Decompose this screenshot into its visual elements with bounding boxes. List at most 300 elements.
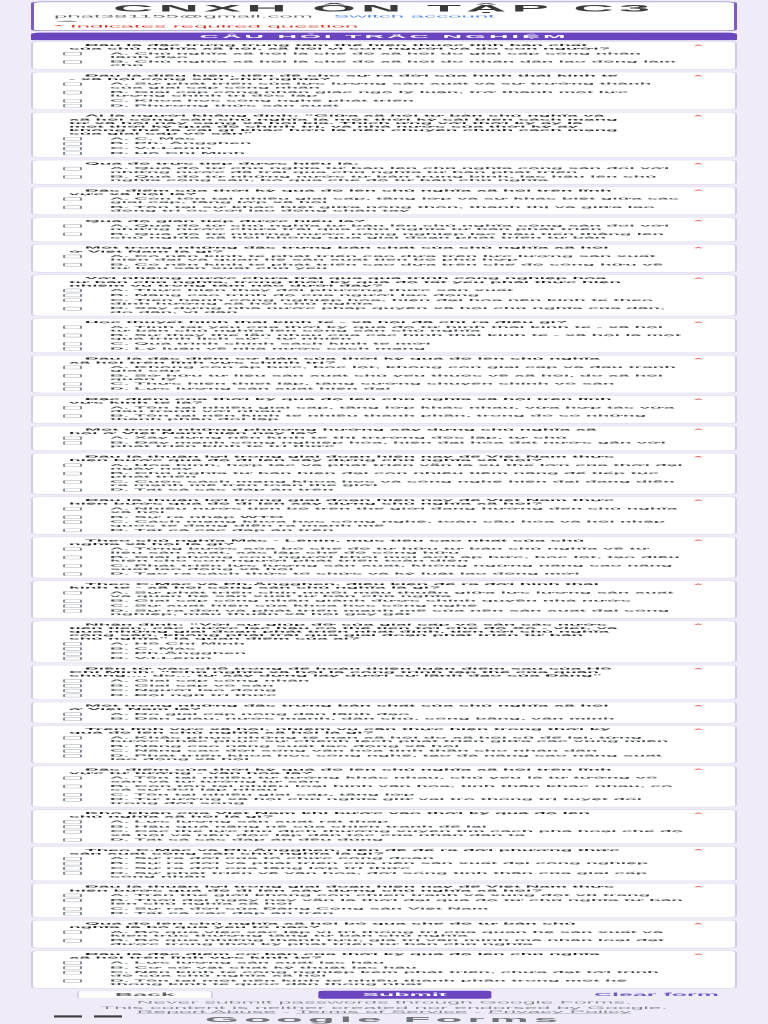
question-card xyxy=(31,537,737,578)
answer-option[interactable] xyxy=(63,471,707,478)
report-abuse-link[interactable]: Report Abuse xyxy=(136,1009,277,1014)
option-checkbox-icon[interactable] xyxy=(63,776,82,779)
question-card xyxy=(31,702,737,723)
option-checkbox-icon[interactable] xyxy=(63,609,82,612)
required-asterisk: * xyxy=(693,498,703,503)
option-label: D. Tất cả các đáp án trên xyxy=(110,911,334,915)
answer-option[interactable] xyxy=(63,642,707,646)
option-checkbox-icon[interactable] xyxy=(63,894,82,897)
answer-option[interactable] xyxy=(63,142,707,146)
required-asterisk: * xyxy=(693,397,703,402)
option-label: D. Tất cả các đáp án trên xyxy=(110,528,334,532)
answer-option[interactable] xyxy=(63,609,707,616)
option-checkbox-icon[interactable] xyxy=(63,572,82,575)
option-checkbox-icon[interactable] xyxy=(63,862,82,865)
answer-option[interactable] xyxy=(63,205,707,212)
option-checkbox-icon[interactable] xyxy=(63,307,82,310)
link-separator: - xyxy=(282,1009,291,1014)
answer-option[interactable] xyxy=(63,754,707,761)
required-asterisk: * xyxy=(693,427,703,433)
option-checkbox-icon[interactable] xyxy=(63,642,82,645)
option-checkbox-icon[interactable] xyxy=(63,971,82,974)
answer-option[interactable] xyxy=(63,599,707,603)
answer-option[interactable] xyxy=(63,793,707,797)
option-checkbox-icon[interactable] xyxy=(63,529,82,532)
option-checkbox-icon[interactable] xyxy=(63,717,82,720)
artifact-dash xyxy=(94,1015,122,1017)
option-checkbox-icon[interactable] xyxy=(63,488,82,491)
answer-option[interactable] xyxy=(63,151,707,155)
answer-option[interactable] xyxy=(63,82,707,89)
option-checkbox-icon[interactable] xyxy=(63,604,82,607)
option-checkbox-icon[interactable] xyxy=(63,820,82,823)
clear-form-link[interactable]: Clear form xyxy=(593,992,719,997)
option-checkbox-icon[interactable] xyxy=(63,939,82,942)
option-checkbox-icon[interactable] xyxy=(63,382,82,385)
option-checkbox-icon[interactable] xyxy=(63,347,82,350)
form-header-card xyxy=(31,2,737,31)
option-checkbox-icon[interactable] xyxy=(63,142,82,145)
options-group xyxy=(57,591,707,616)
option-label: B. Sự thay thế lẫn nhau của các hình thái kinh tế - xã hội là một quá trình lịch sử - tự nhiên xyxy=(110,333,682,341)
option-checkbox-icon[interactable] xyxy=(63,436,82,439)
answer-option[interactable] xyxy=(63,857,707,861)
answer-option[interactable] xyxy=(63,167,707,174)
question-text: Quá độ gián tiếp được hiểu là? xyxy=(85,219,366,223)
answer-option[interactable] xyxy=(63,480,707,487)
draft-saved-cloud-icon: ☁ xyxy=(54,18,78,23)
option-label: B. Thời đại ngày nay vẫn là thời đại quá độ từ chủ nghĩa tư bản lên chủ nghĩa xã hội xyxy=(110,898,683,906)
question-card xyxy=(31,920,737,948)
answer-option[interactable] xyxy=(63,930,707,937)
answer-option[interactable] xyxy=(63,717,707,721)
option-checkbox-icon[interactable] xyxy=(63,979,82,982)
option-checkbox-icon[interactable] xyxy=(63,966,82,969)
option-label: B. Cơ sở vật chất kỹ thuật lạc hậu xyxy=(110,965,417,970)
option-label: A. Tính tất yếu của thời kỳ quá độ từ hình thái kinh tế - xã hội tư bản chủ nghĩa lên cộng sản chủ nghĩa xyxy=(110,325,663,333)
option-label: D. V.I.Lênin xyxy=(110,656,212,660)
answer-option[interactable] xyxy=(63,520,707,527)
option-label: C. Khoa học công nghệ phát triển xyxy=(110,98,414,103)
answer-option[interactable] xyxy=(63,298,707,305)
answer-option[interactable] xyxy=(63,507,707,514)
answer-option[interactable] xyxy=(63,325,707,332)
option-checkbox-icon[interactable] xyxy=(63,325,82,328)
option-label: D. Xây dựng nhà nước pháp quyền xã hội chủ nghĩa của dân, do dân, vì dân xyxy=(110,306,666,314)
answer-option[interactable] xyxy=(63,175,707,182)
switch-account-link[interactable]: Switch account xyxy=(333,14,495,19)
answer-option[interactable] xyxy=(63,572,707,576)
answer-option[interactable] xyxy=(63,898,707,905)
option-checkbox-icon[interactable] xyxy=(63,147,82,150)
option-label: C. Người lao động xyxy=(110,688,277,693)
question-card xyxy=(31,395,737,423)
option-label: B. Quá độ từ những nước nông nghiệp lạc hậu tiến thẳng lên chủ nghĩa xã hội không qua giai đoạn phát triển tư bản xyxy=(110,232,665,240)
option-checkbox-icon[interactable] xyxy=(63,907,82,910)
answer-option[interactable] xyxy=(63,838,707,842)
answer-option[interactable] xyxy=(63,515,707,519)
option-checkbox-icon[interactable] xyxy=(63,652,82,655)
question-card xyxy=(31,453,737,494)
option-checkbox-icon[interactable] xyxy=(63,798,82,801)
answer-option[interactable] xyxy=(63,825,707,829)
required-asterisk: * xyxy=(693,767,703,773)
option-label: A. Tồn tại nhiều tư tưởng khác nhau, chủ yếu là tư tưởng vô sản và tư tưởng tư sản xyxy=(110,776,658,784)
answer-option[interactable] xyxy=(63,820,707,824)
answer-option[interactable] xyxy=(63,604,707,608)
option-label: D. Tư tưởng xã hội chủ nghĩa giữ vai trò thống trị tuyệt đối trong đời sống xyxy=(110,797,642,805)
option-label: C. Cuộc cách mạng khoa học và công nghệ hiện đại đang diễn ra mạnh mẽ trên toàn thế giới xyxy=(110,479,675,487)
answer-option[interactable] xyxy=(63,736,707,743)
question-text: Đặc điểm của thời kỳ quá độ lên chủ nghĩa xã hội trên lĩnh vực xã hội là? xyxy=(69,188,612,196)
answer-option[interactable] xyxy=(63,60,707,67)
option-checkbox-icon[interactable] xyxy=(63,224,82,227)
account-email: phat381155@gmail.com xyxy=(54,14,313,19)
answer-option[interactable] xyxy=(63,712,707,716)
answer-option[interactable] xyxy=(63,784,707,791)
option-label: C. Cách mạng khoa học công nghệ, toàn cầu hóa và hội nhập quốc tế đang diễn ra mạnh mẽ xyxy=(110,520,666,528)
answer-option[interactable] xyxy=(63,966,707,970)
answer-option[interactable] xyxy=(63,564,707,571)
option-label: D. Tất cả các đáp án đều đúng xyxy=(110,837,384,842)
required-asterisk: * xyxy=(693,727,703,732)
answer-option[interactable] xyxy=(63,684,707,688)
question-card xyxy=(31,497,737,535)
option-checkbox-icon[interactable] xyxy=(63,830,82,833)
answer-option[interactable] xyxy=(63,528,707,532)
option-label: A. Lực lượng sản xuất lạc hậu xyxy=(110,960,385,965)
required-asterisk: * xyxy=(693,921,703,927)
option-checkbox-icon[interactable] xyxy=(63,912,82,915)
options-group xyxy=(57,857,707,879)
question-text: Nhận định: “Với sự giúp đỡ của giai cấp vô sản các nước tiên tiến, các nước lạc hậu có thể tiến tới chế độ Xô - viết, và qua những giai đoạn phát triển nhất định, tiến tới chủ nghĩa cộng sản, không phải trải qua giai đoạn phát triển tư bản chủ nghĩa” là quan điểm của ai? xyxy=(69,622,618,641)
option-label: B. Giai cấp công nhân giác ngộ lý luận, trở thành một lực lượng chính trị độc lập xyxy=(110,90,629,98)
option-label: C. Nền kinh tế công nghiệp kém phát triển, chưa đạt tới trình độ của chủ nghĩa xã hội xyxy=(110,970,659,978)
option-checkbox-icon[interactable] xyxy=(63,931,82,934)
option-checkbox-icon[interactable] xyxy=(63,289,82,292)
answer-option[interactable] xyxy=(63,961,707,965)
option-checkbox-icon[interactable] xyxy=(63,744,82,747)
option-label: C. Sự ra đời của Đảng Cộng sản Việt Nam xyxy=(110,906,489,911)
answer-option[interactable] xyxy=(63,971,707,978)
submit-button[interactable]: Submit xyxy=(318,991,491,999)
question-card xyxy=(31,355,737,393)
artifact-dash xyxy=(54,1015,82,1017)
section-header: CÂU HỎI TRẮC NGHIỆM xyxy=(31,33,737,40)
required-asterisk: * xyxy=(693,188,703,194)
answer-option[interactable] xyxy=(63,232,707,239)
answer-option[interactable] xyxy=(63,912,707,916)
option-checkbox-icon[interactable] xyxy=(63,387,82,390)
option-checkbox-icon[interactable] xyxy=(63,480,82,483)
answer-option[interactable] xyxy=(63,830,707,837)
option-label: B. Nâng cao năng suất lao động xã hội xyxy=(110,744,460,748)
answer-option[interactable] xyxy=(63,288,707,292)
option-checkbox-icon[interactable] xyxy=(63,137,82,140)
option-label: B. Quá độ từ những nước tư bản trung bình, lạc hậu lên chủ nghĩa cộng sản, bỏ qua chế độ tư bản chủ nghĩa xyxy=(110,174,657,182)
option-label: A. Giai cấp công nhân xyxy=(110,678,310,683)
option-checkbox-icon[interactable] xyxy=(63,520,82,523)
answer-option[interactable] xyxy=(63,307,707,314)
answer-option[interactable] xyxy=(63,441,707,448)
option-checkbox-icon[interactable] xyxy=(63,825,82,828)
question-card xyxy=(31,621,737,663)
question-card xyxy=(31,217,737,242)
option-label: B. Hậu quả nặng nề của chiến tranh để lại xyxy=(110,824,487,829)
option-checkbox-icon[interactable] xyxy=(63,342,82,345)
answer-option[interactable] xyxy=(63,293,707,297)
option-checkbox-icon[interactable] xyxy=(63,472,82,475)
question-card xyxy=(31,766,737,807)
option-label: B. Giai cấp vô sản xyxy=(110,683,274,688)
option-label: B. Chủ nghĩa tư bản hiện đại còn nhiều tiềm năng để tiếp tục phát triển xyxy=(110,471,659,479)
question-text: Khó khăn của Việt Nam khi bước vào thời kỳ quá độ lên chủ nghĩa xã hội là gì? xyxy=(69,811,590,819)
answer-option[interactable] xyxy=(63,365,707,372)
answer-option[interactable] xyxy=(63,463,707,470)
question-card xyxy=(31,275,737,317)
answer-option[interactable] xyxy=(63,547,707,554)
answer-option[interactable] xyxy=(63,197,707,204)
option-checkbox-icon[interactable] xyxy=(63,749,82,752)
answer-option[interactable] xyxy=(63,647,707,651)
option-checkbox-icon[interactable] xyxy=(63,52,82,55)
option-checkbox-icon[interactable] xyxy=(63,82,82,85)
option-checkbox-icon[interactable] xyxy=(63,564,82,567)
answer-option[interactable] xyxy=(63,555,707,562)
answer-option[interactable] xyxy=(63,907,707,911)
options-group xyxy=(57,288,707,313)
option-checkbox-icon[interactable] xyxy=(63,507,82,510)
answer-option[interactable] xyxy=(63,137,707,141)
back-button[interactable]: Back xyxy=(77,991,213,999)
answer-option[interactable] xyxy=(63,224,707,231)
answer-option[interactable] xyxy=(63,679,707,683)
option-label: D. Hồ Chí Minh xyxy=(110,151,246,155)
answer-option[interactable] xyxy=(63,979,707,986)
answer-option[interactable] xyxy=(63,414,707,421)
option-checkbox-icon[interactable] xyxy=(63,556,82,559)
option-checkbox-icon[interactable] xyxy=(63,961,82,964)
answer-option[interactable] xyxy=(63,893,707,897)
option-checkbox-icon[interactable] xyxy=(63,406,82,409)
option-checkbox-icon[interactable] xyxy=(63,441,82,444)
option-checkbox-icon[interactable] xyxy=(63,366,82,369)
answer-option[interactable] xyxy=(63,254,707,261)
form-actions xyxy=(31,991,737,999)
answer-option[interactable] xyxy=(63,776,707,783)
option-checkbox-icon[interactable] xyxy=(63,60,82,63)
required-asterisk: * xyxy=(693,73,703,79)
option-label: B. Sở hữu tư liệu sản xuất chủ yếu thuộc về xã hội, do xã hội quản lý xyxy=(110,373,664,381)
google-disclaimer xyxy=(94,1005,674,1013)
option-checkbox-icon[interactable] xyxy=(63,867,82,870)
option-checkbox-icon[interactable] xyxy=(63,167,82,170)
option-checkbox-icon[interactable] xyxy=(63,547,82,550)
option-checkbox-icon[interactable] xyxy=(63,104,82,107)
answer-option[interactable] xyxy=(63,90,707,97)
answer-option[interactable] xyxy=(63,798,707,805)
options-group xyxy=(57,406,707,421)
required-asterisk: * xyxy=(693,219,703,224)
option-label: D. Sự ra đời và phát triển mạnh mẽ của nền sản xuất đại công nghiệp, mâu thuẫn xã hội gay gắt xyxy=(110,608,670,616)
option-checkbox-icon[interactable] xyxy=(63,206,82,209)
option-checkbox-icon[interactable] xyxy=(63,255,82,258)
option-label: A. Hòa bình, hợp tác và phát triển vẫn là xu thế lớn của thời đại ngày nay xyxy=(110,463,683,471)
option-checkbox-icon[interactable] xyxy=(63,414,82,417)
question-list xyxy=(31,41,737,988)
required-asterisk: * xyxy=(693,161,703,167)
answer-option[interactable] xyxy=(63,347,707,351)
option-checkbox-icon[interactable] xyxy=(63,679,82,682)
option-checkbox-icon[interactable] xyxy=(63,99,82,102)
question-text: Một trong những đặc trưng bản chất của chủ nghĩa xã hội ở Việt Nam là gì? xyxy=(69,246,609,254)
option-checkbox-icon[interactable] xyxy=(63,689,82,692)
option-checkbox-icon[interactable] xyxy=(63,599,82,602)
option-checkbox-icon[interactable] xyxy=(63,152,82,155)
option-label: C. Ph.Ăngghen xyxy=(110,651,247,656)
options-group xyxy=(57,197,707,212)
question-text: Điền từ vào chỗ trống để hoàn thiện luận điểm sau của Hồ Chí Minh: “Chủ nghĩa xã hội là công trình tập thể của quần chúng..., do... tự xây dựng lấy dưới sự lãnh đạo của Đảng” xyxy=(69,666,612,678)
question-card xyxy=(31,846,737,881)
privacy-policy-link[interactable]: Privacy Policy xyxy=(487,1009,632,1014)
required-asterisk: * xyxy=(693,454,703,460)
answer-option[interactable] xyxy=(63,374,707,381)
option-checkbox-icon[interactable] xyxy=(63,754,82,757)
question-text: Theo C.Mác và Ph.Ăngghen, điều kiện để ra đời hình thái kinh tế - xã hội cộng sản chủ nghĩa là gì? xyxy=(69,582,599,590)
option-checkbox-icon[interactable] xyxy=(63,299,82,302)
required-asterisk: * xyxy=(693,622,703,628)
required-asterisk: * xyxy=(693,246,703,251)
option-checkbox-icon[interactable] xyxy=(63,838,82,841)
answer-option[interactable] xyxy=(63,406,707,413)
question-card xyxy=(31,883,737,918)
option-checkbox-icon[interactable] xyxy=(63,684,82,687)
answer-option[interactable] xyxy=(63,652,707,656)
answer-option[interactable] xyxy=(63,866,707,870)
answer-option[interactable] xyxy=(63,591,707,598)
option-label: B. Ph. Ăngghen xyxy=(110,141,252,146)
answer-option[interactable] xyxy=(63,436,707,440)
options-group xyxy=(57,547,707,576)
options-group xyxy=(57,930,707,945)
option-label: A. Tồn tại nhiều giai cấp, tầng lớp khác nhau, vừa hợp tác vừa đấu tranh với nhau xyxy=(110,405,675,413)
option-label: B. Nâng cao trình độ của người lao động xyxy=(110,293,480,297)
option-checkbox-icon[interactable] xyxy=(63,736,82,739)
answer-option[interactable] xyxy=(63,656,707,660)
option-checkbox-icon[interactable] xyxy=(63,899,82,902)
options-group xyxy=(57,712,707,721)
option-label: B. Tồn tại nền kinh tế nhiều thành phần, trong đó có những thành phần đối lập xyxy=(110,413,647,421)
answer-option[interactable] xyxy=(63,104,707,108)
option-checkbox-icon[interactable] xyxy=(63,374,82,377)
option-checkbox-icon[interactable] xyxy=(63,263,82,266)
question-text: Đâu là đặc điểm cơ bản của thời kỳ quá độ lên chủ nghĩa xã hội trên lĩnh vực chính trị? xyxy=(69,357,600,365)
answer-option[interactable] xyxy=(63,749,707,753)
option-checkbox-icon[interactable] xyxy=(63,197,82,200)
option-label: A. Hồ Chí Minh xyxy=(110,641,246,646)
option-label: B. Có nền kinh tế phát triển cao dựa trên chế độ công hữu về tư liệu sản xuất chủ yếu xyxy=(110,262,664,270)
question-card xyxy=(31,244,737,272)
option-label: B. Giải phóng con người khỏi mọi ách áp bức, bóc lột, tạo điều kiện cho con người phát triển toàn diện xyxy=(110,555,680,563)
option-checkbox-icon[interactable] xyxy=(63,91,82,94)
option-checkbox-icon[interactable] xyxy=(63,233,82,236)
option-checkbox-icon[interactable] xyxy=(63,464,82,467)
answer-option[interactable] xyxy=(63,99,707,103)
answer-option[interactable] xyxy=(63,333,707,340)
option-checkbox-icon[interactable] xyxy=(63,294,82,297)
options-group xyxy=(57,507,707,532)
option-label: D. Tất cả các đáp án trên xyxy=(110,488,334,492)
option-label: D. Phát triển khoa học công nghệ, tạo đà nâng cao năng suất lao động xã hội xyxy=(110,753,663,761)
option-label: A. Bỏ qua việc xác lập vị trí thống trị của quan hệ sản xuất và kiến trúc thượng tầng tư bản chủ nghĩa xyxy=(110,930,664,938)
question-text: Theo C.Mác và Ph.Ăngghen, tiền đề để ra đời phương thức sản xuất cộng sản chủ nghĩa là gì? xyxy=(69,848,620,856)
question-text: Trên lĩnh vực xã hội, nhiệm vụ cần thực hiện trong thời kỳ quá độ lên chủ nghĩa xã hội là gì? xyxy=(69,727,611,735)
question-text: Một trong những đặc trưng bản chất của chủ nghĩa xã hội ở Việt Nam là? xyxy=(69,703,609,711)
answer-option[interactable] xyxy=(63,387,707,391)
options-group xyxy=(57,776,707,805)
required-asterisk: * xyxy=(693,276,703,281)
question-card xyxy=(31,665,737,700)
answer-option[interactable] xyxy=(63,939,707,946)
answer-option[interactable] xyxy=(63,871,707,878)
options-group xyxy=(57,365,707,390)
option-checkbox-icon[interactable] xyxy=(63,334,82,337)
option-checkbox-icon[interactable] xyxy=(63,694,82,697)
option-label: B. Bỏ qua những thành tựu, giá trị văn minh mà nhân loại đạt được trong thời kỳ phát triển tư bản chủ nghĩa xyxy=(110,938,665,946)
answer-option[interactable] xyxy=(63,744,707,748)
answer-option[interactable] xyxy=(63,52,707,59)
question-card xyxy=(31,726,737,764)
answer-option[interactable] xyxy=(63,862,707,866)
option-checkbox-icon[interactable] xyxy=(63,647,82,650)
question-card xyxy=(31,581,737,619)
option-label: A. Sự phát triển của lực lượng sản xuất và sự trưởng thành của giai cấp công nhân xyxy=(110,82,652,90)
option-checkbox-icon[interactable] xyxy=(63,785,82,788)
answer-option[interactable] xyxy=(63,689,707,693)
options-group xyxy=(57,679,707,697)
options-group xyxy=(57,736,707,761)
answer-option[interactable] xyxy=(63,147,707,151)
question-text: Đâu là thuận lợi trong giai đoạn hiện nay để Việt Nam thực hiện bước quá độ đi lên xây dựng chủ nghĩa xã hội? xyxy=(69,885,615,893)
option-checkbox-icon[interactable] xyxy=(63,713,82,716)
answer-option[interactable] xyxy=(63,693,707,697)
option-checkbox-icon[interactable] xyxy=(63,857,82,860)
option-checkbox-icon[interactable] xyxy=(63,793,82,796)
answer-option[interactable] xyxy=(63,488,707,492)
option-checkbox-icon[interactable] xyxy=(63,872,82,875)
option-label: B. Chủ nghĩa xã hội là chế độ xã hội do nhân dân lao động làm chủ xyxy=(110,59,676,67)
required-asterisk: * xyxy=(693,848,703,853)
option-label: B. Dân giàu, nước mạnh, dân chủ, công bằng, văn minh xyxy=(110,717,615,721)
option-checkbox-icon[interactable] xyxy=(63,516,82,519)
question-text: Ai là người khẳng định: “Giữa xã hội tư bản chủ nghĩa và xã hội cộng sản chủ nghĩa là một thời kỳ cải biến cách mạng từ xã hội này sang xã hội kia. Thích ứng với thời kỳ ấy là một thời kỳ quá độ chính trị, và nhà nước của thời kỳ ấy không thể là cái gì khác hơn là nền chuyên chính cách mạng của giai cấp vô sản” xyxy=(69,114,618,136)
required-asterisk: * xyxy=(693,43,703,48)
options-group xyxy=(57,463,707,492)
link-separator: - xyxy=(473,1009,482,1014)
terms-of-service-link[interactable]: Terms of Service xyxy=(296,1009,468,1014)
answer-option[interactable] xyxy=(63,382,707,386)
option-checkbox-icon[interactable] xyxy=(63,657,82,660)
option-label: A. Còn tồn tại nhiều giai cấp, tầng lớp và sự khác biệt giữa các giai cấp, tầng lớp xã hội xyxy=(110,197,679,205)
answer-option[interactable] xyxy=(63,263,707,270)
form-title: CNXH ÔN TẬP C3 xyxy=(113,3,655,14)
question-text: Học thuyết hình thái kinh tế - xã hội đã chỉ ra điều gì? xyxy=(85,320,568,324)
option-label: B. C. Mác xyxy=(110,646,196,651)
option-checkbox-icon[interactable] xyxy=(63,175,82,178)
answer-option[interactable] xyxy=(63,342,707,346)
option-checkbox-icon[interactable] xyxy=(63,591,82,594)
question-text: Với những nước chưa trải qua quá trình công nghiệp hóa tư bản chủ nghĩa, trong thời kỳ quá độ tất yếu phải thực hiện nhiệm vụ trọng tâm nào dưới đây? xyxy=(69,276,621,288)
